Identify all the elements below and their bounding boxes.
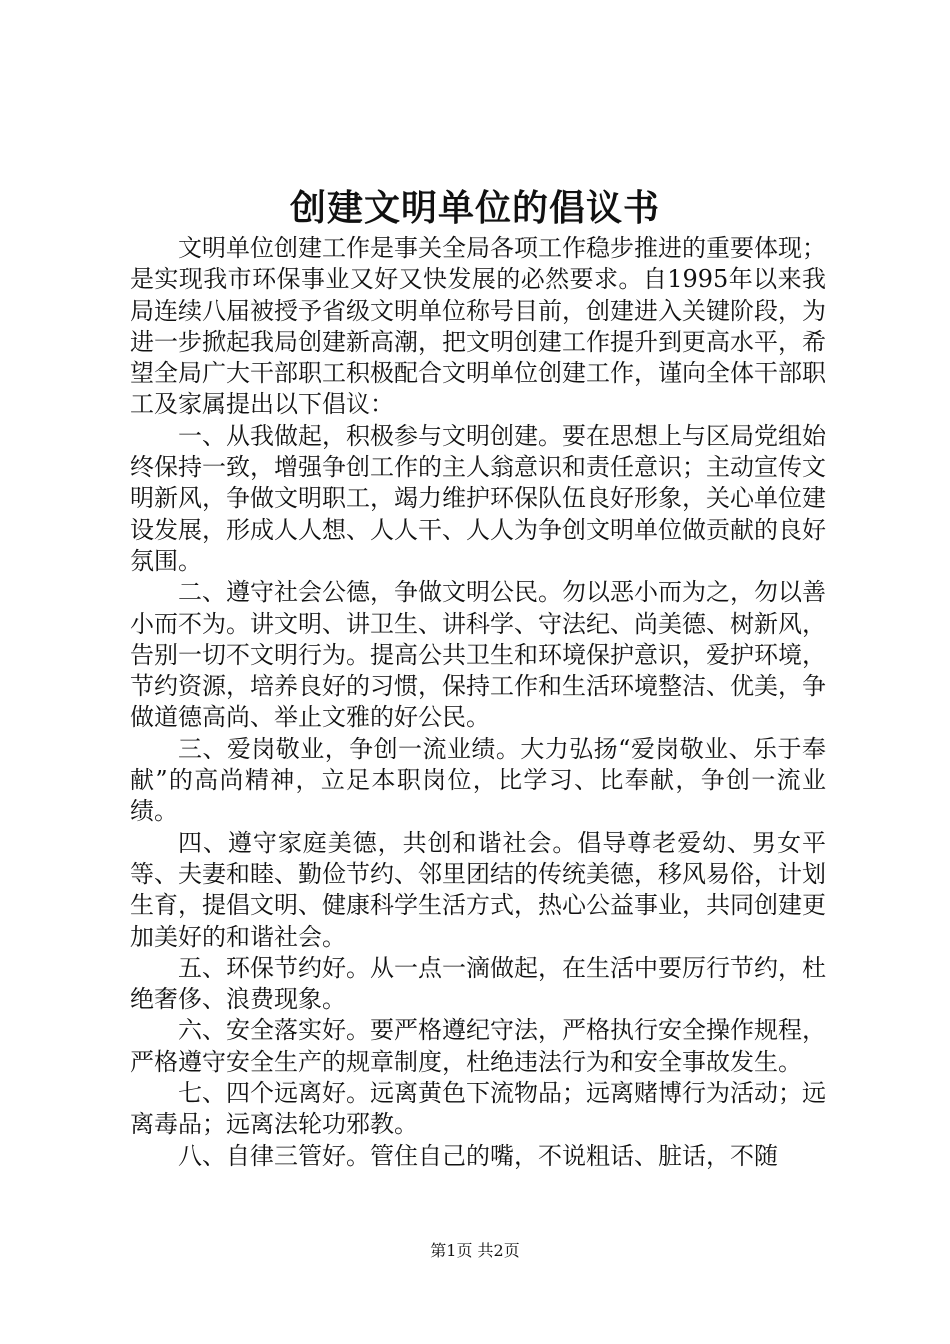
paragraph-item-5: 五、环保节约好。从一点一滴做起，在生活中要厉行节约，杜绝奢侈、浪费现象。 [130, 953, 826, 1014]
document-title: 创建文明单位的倡议书 [289, 187, 660, 229]
paragraph-item-4: 四、遵守家庭美德，共创和谐社会。倡导尊老爱幼、男女平等、夫妻和睦、勤俭节约、邻里团结的传统美德，移风易俗，计划生育，提倡文明、健康科学生活方式，热心公益事业，共同创建更加美好的和谐社会。 [130, 828, 826, 951]
paragraph-item-8: 八、自律三管好。管住自己的嘴，不说粗话、脏话，不随 [178, 1141, 778, 1170]
page-number-footer: 第1页 共2页 [430, 1241, 520, 1260]
paragraph-intro: 文明单位创建工作是事关全局各项工作稳步推进的重要体现；是实现我市环保事业又好又快发展的必然要求。自1995年以来我局连续八届被授予省级文明单位称号目前，创建进入关键阶段，为进一步掀起我局创建新高潮，把文明创建工作提升到更高水平，希望全局广大干部职工积极配合文明单位创建工作，谨向全体干部职工及家属提出以下倡议： [130, 234, 826, 419]
paragraph-item-6: 六、安全落实好。要严格遵纪守法，严格执行安全操作规程，严格遵守安全生产的规章制度，杜绝违法行为和安全事故发生。 [130, 1016, 826, 1076]
paragraph-item-3: 三、爱岗敬业，争创一流业绩。大力弘扬“爱岗敬业、乐于奉献”的高尚精神，立足本职岗位，比学习、比奉献，争创一流业绩。 [130, 734, 826, 826]
paragraph-item-7: 七、四个远离好。远离黄色下流物品；远离赌博行为活动；远离毒品；远离法轮功邪教。 [130, 1079, 826, 1139]
paragraph-item-2: 二、遵守社会公德，争做文明公民。勿以恶小而为之，勿以善小而不为。讲文明、讲卫生、讲科学、守法纪、尚美德、树新风，告别一切不文明行为。提高公共卫生和环境保护意识，爱护环境，节约资源，培养良好的习惯，保持工作和生活环境整洁、优美，争做道德高尚、举止文雅的好公民。 [130, 578, 826, 732]
paragraph-item-1: 一、从我做起，积极参与文明创建。要在思想上与区局党组始终保持一致，增强争创工作的主人翁意识和责任意识；主动宣传文明新风，争做文明职工，竭力维护环保队伍良好形象，关心单位建设发展，形成人人想、人人干、人人为争创文明单位做贡献的良好氛围。 [130, 421, 826, 575]
document-body [130, 233, 826, 1172]
